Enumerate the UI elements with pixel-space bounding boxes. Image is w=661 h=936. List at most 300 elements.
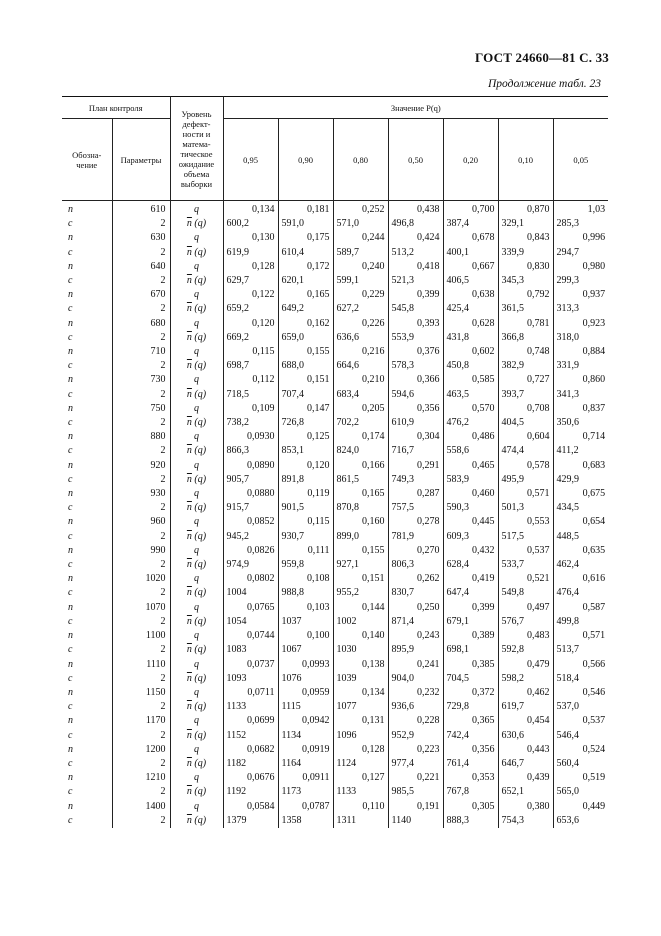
row-value: 664,6: [333, 359, 388, 373]
row-value: 0,980: [553, 260, 608, 274]
header-p-level: 0,05: [553, 119, 608, 201]
row-value: 518,4: [553, 672, 608, 686]
row-value: 0,479: [498, 658, 553, 672]
row-parameter: 2: [112, 814, 170, 828]
row-value: 0,0737: [223, 658, 278, 672]
table-row: [62, 530, 608, 544]
row-value: 0,304: [388, 430, 443, 444]
row-level: $\overline{n}$ (q): [170, 331, 223, 345]
row-value: 0,708: [498, 402, 553, 416]
row-value: 0,638: [443, 288, 498, 302]
table-row: [62, 317, 608, 331]
row-value: 313,3: [553, 302, 608, 316]
table-body: [62, 201, 608, 828]
row-symbol: n: [62, 260, 112, 274]
row-parameter: 2: [112, 302, 170, 316]
row-value: 0,860: [553, 373, 608, 387]
row-value: 476,4: [553, 586, 608, 600]
row-value: 0,122: [223, 288, 278, 302]
row-value: 0,0826: [223, 544, 278, 558]
row-value: 0,0744: [223, 629, 278, 643]
header-plan: План контроля: [62, 97, 170, 119]
row-value: 871,4: [388, 615, 443, 629]
row-value: 1133: [223, 700, 278, 714]
row-value: 0,449: [553, 800, 608, 814]
row-value: 688,0: [278, 359, 333, 373]
table-row: [62, 416, 608, 430]
row-value: 0,792: [498, 288, 553, 302]
header-level: Уровень дефект-ности и матема-тическое ожидание объема выборки: [170, 97, 223, 201]
table-row: [62, 430, 608, 444]
row-level: $\overline{n}$ (q): [170, 785, 223, 799]
row-value: 824,0: [333, 444, 388, 458]
row-value: 0,210: [333, 373, 388, 387]
row-parameter: 2: [112, 729, 170, 743]
table-row: [62, 345, 608, 359]
row-value: 0,223: [388, 743, 443, 757]
row-level: q: [170, 714, 223, 728]
row-value: 0,144: [333, 601, 388, 615]
row-symbol: n: [62, 373, 112, 387]
row-value: 558,6: [443, 444, 498, 458]
table-row: [62, 785, 608, 799]
row-value: 988,8: [278, 586, 333, 600]
row-value: 0,521: [498, 572, 553, 586]
row-value: 861,5: [333, 473, 388, 487]
row-value: 1096: [333, 729, 388, 743]
row-value: 294,7: [553, 246, 608, 260]
table-row: [62, 388, 608, 402]
row-value: 0,216: [333, 345, 388, 359]
row-value: 583,9: [443, 473, 498, 487]
row-symbol: n: [62, 317, 112, 331]
row-level: q: [170, 317, 223, 331]
row-value: 429,9: [553, 473, 608, 487]
row-parameter: 2: [112, 501, 170, 515]
table-continuation-caption: Продолжение табл. 23: [488, 78, 601, 90]
header-p-level: 0,95: [223, 119, 278, 201]
row-value: 781,9: [388, 530, 443, 544]
row-symbol: c: [62, 615, 112, 629]
table-row: [62, 586, 608, 600]
row-value: 0,221: [388, 771, 443, 785]
row-level: q: [170, 658, 223, 672]
row-value: 0,486: [443, 430, 498, 444]
row-value: 0,120: [223, 317, 278, 331]
row-value: 895,9: [388, 643, 443, 657]
row-level: q: [170, 544, 223, 558]
row-value: 669,2: [223, 331, 278, 345]
row-parameter: 2: [112, 331, 170, 345]
row-value: 0,419: [443, 572, 498, 586]
row-value: 600,2: [223, 217, 278, 231]
row-parameter: 2: [112, 217, 170, 231]
row-symbol: n: [62, 601, 112, 615]
row-symbol: n: [62, 201, 112, 218]
row-value: 382,9: [498, 359, 553, 373]
row-value: 0,0765: [223, 601, 278, 615]
row-value: 653,6: [553, 814, 608, 828]
row-value: 1039: [333, 672, 388, 686]
row-symbol: c: [62, 246, 112, 260]
row-value: 560,4: [553, 757, 608, 771]
row-level: q: [170, 402, 223, 416]
row-value: 406,5: [443, 274, 498, 288]
row-parameter: 2: [112, 615, 170, 629]
row-value: 434,5: [553, 501, 608, 515]
row-value: 0,365: [443, 714, 498, 728]
row-value: 0,438: [388, 201, 443, 218]
row-value: 0,616: [553, 572, 608, 586]
row-value: 1152: [223, 729, 278, 743]
row-parameter: 2: [112, 700, 170, 714]
row-value: 517,5: [498, 530, 553, 544]
row-value: 646,7: [498, 757, 553, 771]
row-value: 0,174: [333, 430, 388, 444]
table-row: [62, 515, 608, 529]
row-parameter: 1020: [112, 572, 170, 586]
row-value: 0,683: [553, 459, 608, 473]
row-value: 1133: [333, 785, 388, 799]
row-value: 0,115: [223, 345, 278, 359]
row-value: 716,7: [388, 444, 443, 458]
row-value: 707,4: [278, 388, 333, 402]
row-value: 0,356: [443, 743, 498, 757]
row-value: 0,0676: [223, 771, 278, 785]
row-value: 904,0: [388, 672, 443, 686]
row-symbol: n: [62, 658, 112, 672]
row-parameter: 640: [112, 260, 170, 274]
row-value: 767,8: [443, 785, 498, 799]
row-value: 599,1: [333, 274, 388, 288]
row-value: 0,497: [498, 601, 553, 615]
header-p-level: 0,80: [333, 119, 388, 201]
row-level: q: [170, 515, 223, 529]
row-value: 0,937: [553, 288, 608, 302]
row-value: 0,0699: [223, 714, 278, 728]
row-value: 0,483: [498, 629, 553, 643]
row-value: 0,399: [443, 601, 498, 615]
row-value: 945,2: [223, 530, 278, 544]
row-level: q: [170, 373, 223, 387]
row-value: 0,570: [443, 402, 498, 416]
row-value: 521,3: [388, 274, 443, 288]
row-value: 341,3: [553, 388, 608, 402]
row-symbol: c: [62, 473, 112, 487]
row-value: 393,7: [498, 388, 553, 402]
row-parameter: 680: [112, 317, 170, 331]
row-value: 0,0993: [278, 658, 333, 672]
row-value: 592,8: [498, 643, 553, 657]
row-value: 0,537: [498, 544, 553, 558]
row-value: 0,843: [498, 231, 553, 245]
row-symbol: c: [62, 444, 112, 458]
table-row: [62, 487, 608, 501]
row-level: $\overline{n}$ (q): [170, 700, 223, 714]
row-value: 0,228: [388, 714, 443, 728]
row-value: 0,108: [278, 572, 333, 586]
header-p-level: 0,10: [498, 119, 553, 201]
table-row: [62, 601, 608, 615]
row-value: 901,5: [278, 501, 333, 515]
row-value: 0,553: [498, 515, 553, 529]
row-value: 1077: [333, 700, 388, 714]
row-value: 1067: [278, 643, 333, 657]
row-value: 0,134: [223, 201, 278, 218]
table-row: [62, 288, 608, 302]
header-p-level: 0,50: [388, 119, 443, 201]
row-value: 853,1: [278, 444, 333, 458]
row-value: 565,0: [553, 785, 608, 799]
row-value: 0,923: [553, 317, 608, 331]
row-parameter: 1170: [112, 714, 170, 728]
row-value: 952,9: [388, 729, 443, 743]
header-values: Значение P(q): [223, 97, 608, 119]
row-parameter: 2: [112, 757, 170, 771]
row-level: q: [170, 487, 223, 501]
row-value: 0,175: [278, 231, 333, 245]
table-row: [62, 501, 608, 515]
header-p-level: 0,90: [278, 119, 333, 201]
row-parameter: 710: [112, 345, 170, 359]
table-row: [62, 302, 608, 316]
row-value: 0,127: [333, 771, 388, 785]
row-value: 0,287: [388, 487, 443, 501]
row-value: 659,2: [223, 302, 278, 316]
row-value: 0,162: [278, 317, 333, 331]
row-value: 329,1: [498, 217, 553, 231]
row-value: 754,3: [498, 814, 553, 828]
row-value: 0,250: [388, 601, 443, 615]
row-value: 0,393: [388, 317, 443, 331]
row-value: 0,837: [553, 402, 608, 416]
row-value: 0,884: [553, 345, 608, 359]
row-value: 0,571: [498, 487, 553, 501]
row-value: 0,432: [443, 544, 498, 558]
row-value: 0,0919: [278, 743, 333, 757]
row-level: q: [170, 430, 223, 444]
row-parameter: 930: [112, 487, 170, 501]
row-value: 0,181: [278, 201, 333, 218]
row-value: 698,7: [223, 359, 278, 373]
row-value: 0,155: [278, 345, 333, 359]
row-symbol: c: [62, 558, 112, 572]
table-row: [62, 771, 608, 785]
row-value: 0,678: [443, 231, 498, 245]
row-value: 0,537: [553, 714, 608, 728]
row-value: 1037: [278, 615, 333, 629]
row-parameter: 2: [112, 785, 170, 799]
row-level: q: [170, 231, 223, 245]
row-value: 1140: [388, 814, 443, 828]
table-row: [62, 743, 608, 757]
row-symbol: c: [62, 388, 112, 402]
row-value: 1,03: [553, 201, 608, 218]
row-value: 400,1: [443, 246, 498, 260]
table-row: [62, 672, 608, 686]
row-value: 411,2: [553, 444, 608, 458]
row-value: 0,460: [443, 487, 498, 501]
row-value: 0,128: [333, 743, 388, 757]
row-value: 0,147: [278, 402, 333, 416]
table-row: [62, 402, 608, 416]
row-value: 571,0: [333, 217, 388, 231]
row-value: 0,0711: [223, 686, 278, 700]
row-value: 361,5: [498, 302, 553, 316]
row-symbol: c: [62, 530, 112, 544]
row-value: 698,1: [443, 643, 498, 657]
row-value: 609,3: [443, 530, 498, 544]
row-value: 0,443: [498, 743, 553, 757]
row-level: q: [170, 629, 223, 643]
row-parameter: 960: [112, 515, 170, 529]
row-value: 1311: [333, 814, 388, 828]
row-value: 652,1: [498, 785, 553, 799]
row-parameter: 2: [112, 558, 170, 572]
row-symbol: c: [62, 729, 112, 743]
row-value: 620,1: [278, 274, 333, 288]
row-level: $\overline{n}$ (q): [170, 246, 223, 260]
row-value: 1054: [223, 615, 278, 629]
row-parameter: 610: [112, 201, 170, 218]
row-symbol: c: [62, 416, 112, 430]
row-value: 0,130: [223, 231, 278, 245]
row-value: 0,748: [498, 345, 553, 359]
row-value: 0,240: [333, 260, 388, 274]
row-value: 1182: [223, 757, 278, 771]
row-value: 899,0: [333, 530, 388, 544]
row-value: 888,3: [443, 814, 498, 828]
header-p-level: 0,20: [443, 119, 498, 201]
row-level: $\overline{n}$ (q): [170, 274, 223, 288]
row-symbol: n: [62, 544, 112, 558]
row-level: $\overline{n}$ (q): [170, 359, 223, 373]
row-value: 501,3: [498, 501, 553, 515]
table-row: [62, 246, 608, 260]
table-row: [62, 201, 608, 218]
row-value: 591,0: [278, 217, 333, 231]
table-row: [62, 643, 608, 657]
row-value: 513,7: [553, 643, 608, 657]
row-value: 0,191: [388, 800, 443, 814]
row-symbol: n: [62, 629, 112, 643]
row-value: 629,7: [223, 274, 278, 288]
row-symbol: n: [62, 743, 112, 757]
row-value: 0,244: [333, 231, 388, 245]
row-value: 0,667: [443, 260, 498, 274]
row-parameter: 1400: [112, 800, 170, 814]
row-symbol: c: [62, 274, 112, 288]
row-value: 495,9: [498, 473, 553, 487]
row-value: 0,519: [553, 771, 608, 785]
row-value: 0,229: [333, 288, 388, 302]
table-row: [62, 700, 608, 714]
row-symbol: n: [62, 800, 112, 814]
row-value: 0,714: [553, 430, 608, 444]
row-value: 0,0942: [278, 714, 333, 728]
acceptance-plan-table: [62, 96, 608, 828]
row-value: 630,6: [498, 729, 553, 743]
row-value: 619,7: [498, 700, 553, 714]
row-symbol: n: [62, 714, 112, 728]
row-parameter: 990: [112, 544, 170, 558]
row-level: $\overline{n}$ (q): [170, 473, 223, 487]
row-value: 1030: [333, 643, 388, 657]
row-symbol: n: [62, 686, 112, 700]
row-value: 0,585: [443, 373, 498, 387]
row-value: 299,3: [553, 274, 608, 288]
row-value: 0,353: [443, 771, 498, 785]
row-value: 1379: [223, 814, 278, 828]
row-symbol: c: [62, 331, 112, 345]
row-value: 649,2: [278, 302, 333, 316]
row-value: 757,5: [388, 501, 443, 515]
row-value: 0,465: [443, 459, 498, 473]
row-level: q: [170, 771, 223, 785]
row-symbol: n: [62, 515, 112, 529]
row-symbol: n: [62, 430, 112, 444]
row-value: 448,5: [553, 530, 608, 544]
row-value: 0,571: [553, 629, 608, 643]
row-value: 866,3: [223, 444, 278, 458]
page-header: ГОСТ 24660—81 С. 33: [475, 50, 609, 65]
row-symbol: c: [62, 217, 112, 231]
header-symbol: Обозна-чение: [62, 119, 112, 201]
row-level: $\overline{n}$ (q): [170, 416, 223, 430]
row-level: $\overline{n}$ (q): [170, 530, 223, 544]
row-value: 0,546: [553, 686, 608, 700]
row-symbol: n: [62, 288, 112, 302]
row-parameter: 2: [112, 530, 170, 544]
row-value: 0,587: [553, 601, 608, 615]
row-value: 546,4: [553, 729, 608, 743]
row-level: q: [170, 686, 223, 700]
row-symbol: n: [62, 402, 112, 416]
row-value: 0,165: [278, 288, 333, 302]
table-row: [62, 629, 608, 643]
row-value: 545,8: [388, 302, 443, 316]
row-parameter: 1110: [112, 658, 170, 672]
row-symbol: c: [62, 501, 112, 515]
table-row: [62, 615, 608, 629]
row-value: 915,7: [223, 501, 278, 515]
row-value: 1002: [333, 615, 388, 629]
row-parameter: 920: [112, 459, 170, 473]
row-value: 636,6: [333, 331, 388, 345]
row-value: 318,0: [553, 331, 608, 345]
row-value: 345,3: [498, 274, 553, 288]
row-value: 610,4: [278, 246, 333, 260]
row-value: 0,131: [333, 714, 388, 728]
row-parameter: 1150: [112, 686, 170, 700]
table-row: [62, 260, 608, 274]
table-row: [62, 274, 608, 288]
row-symbol: c: [62, 359, 112, 373]
row-value: 718,5: [223, 388, 278, 402]
row-value: 0,166: [333, 459, 388, 473]
row-value: 0,110: [333, 800, 388, 814]
table-row: [62, 231, 608, 245]
row-level: $\overline{n}$ (q): [170, 558, 223, 572]
row-value: 476,2: [443, 416, 498, 430]
row-value: 1173: [278, 785, 333, 799]
row-symbol: c: [62, 643, 112, 657]
row-level: $\overline{n}$ (q): [170, 643, 223, 657]
row-value: 0,291: [388, 459, 443, 473]
row-value: 959,8: [278, 558, 333, 572]
row-value: 0,0584: [223, 800, 278, 814]
row-value: 0,366: [388, 373, 443, 387]
